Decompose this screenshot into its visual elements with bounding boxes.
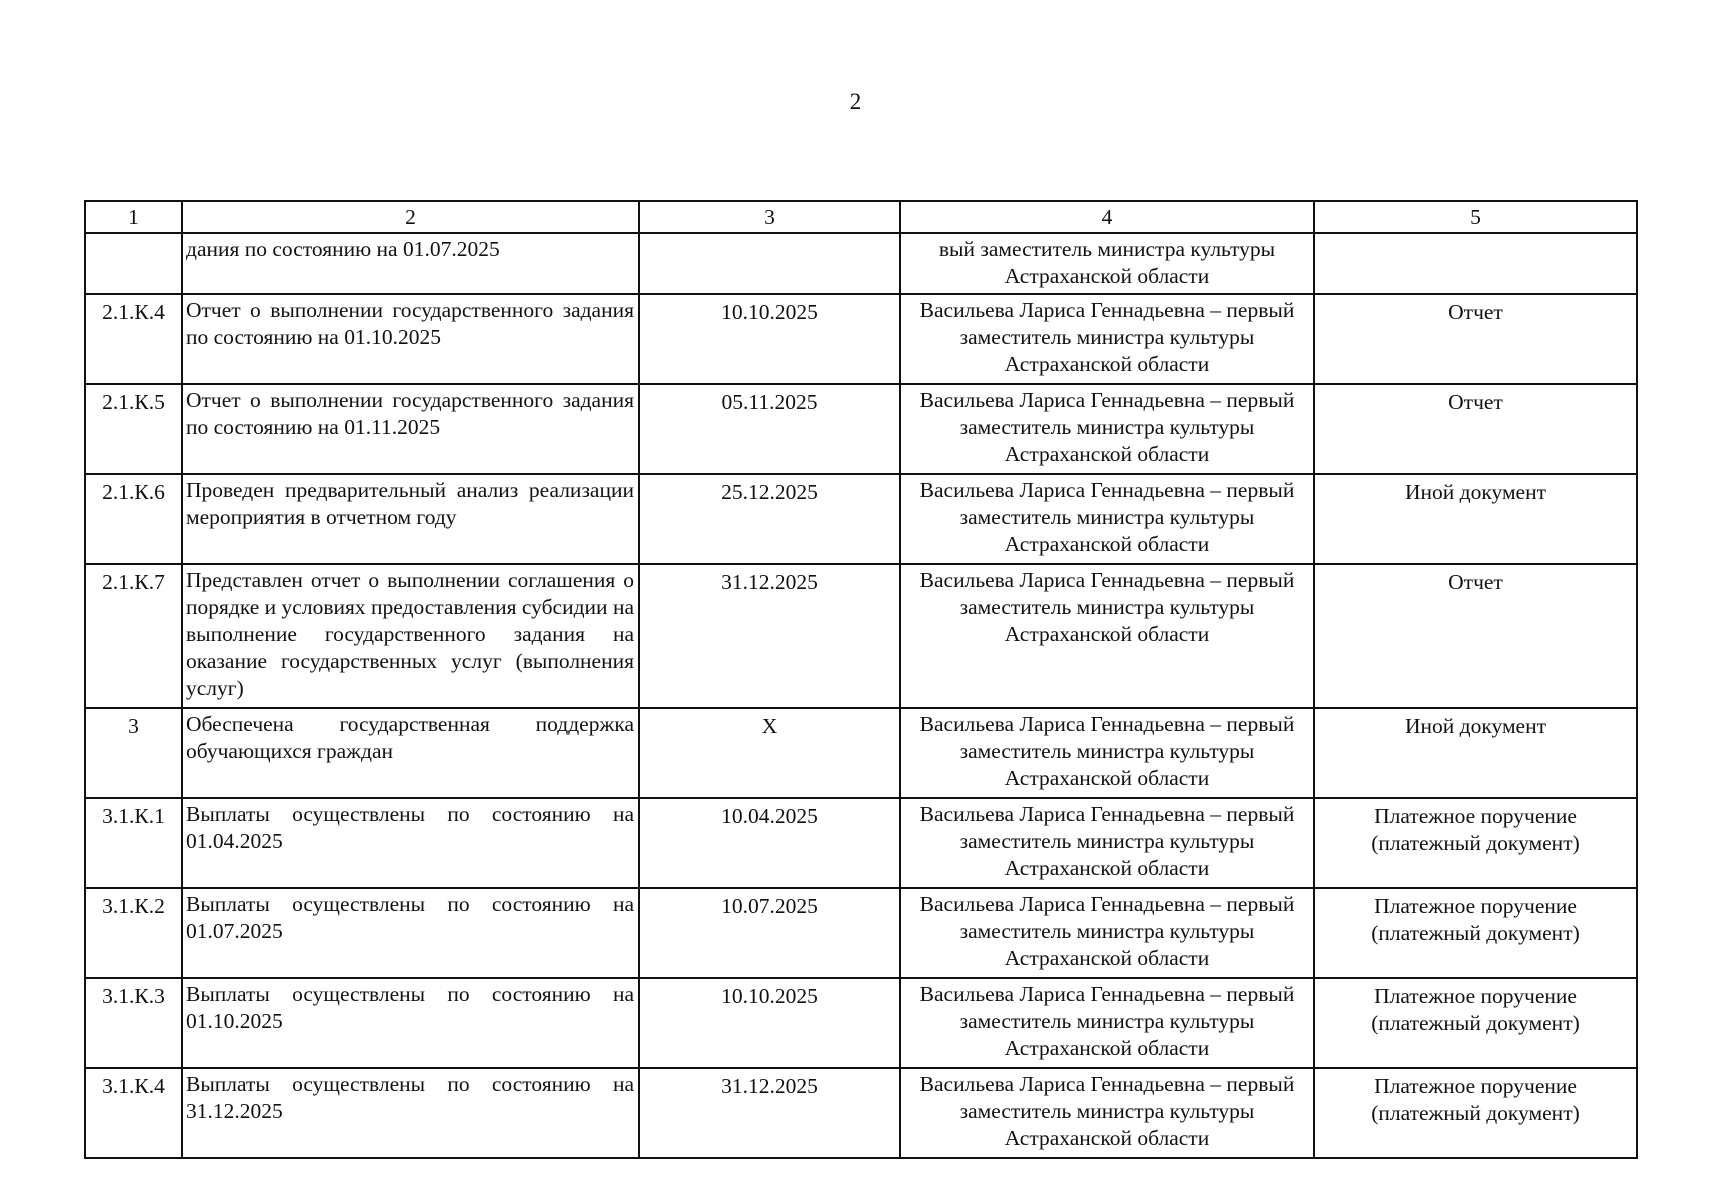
row-date: 25.12.2025 [639,474,900,564]
row-name: Отчет о выполнении государственного задания по состоянию на 01.10.2025 [182,294,639,384]
table-header [85,201,1637,233]
row-document: Отчет [1314,294,1637,384]
row-date: 31.12.2025 [639,1068,900,1158]
table-row [85,564,1637,708]
row-responsible: Васильева Лариса Геннадьевна – первый заместитель министра культуры Астраханской области [900,474,1314,564]
row-number: 2.1.К.4 [85,294,182,384]
row-document: Платежное поручение (платежный документ) [1314,978,1637,1068]
row-date: 10.07.2025 [639,888,900,978]
row-date: 10.04.2025 [639,798,900,888]
row-responsible: Васильева Лариса Геннадьевна – первый заместитель министра культуры Астраханской области [900,978,1314,1068]
row-date: 05.11.2025 [639,384,900,474]
table-row [85,294,1637,384]
row-number [85,233,182,294]
table-row [85,384,1637,474]
row-document: Отчет [1314,384,1637,474]
row-document [1314,233,1637,294]
table-body [85,233,1637,1158]
row-date: 31.12.2025 [639,564,900,708]
row-name: Выплаты осуществлены по состоянию на 01.10.2025 [182,978,639,1068]
row-name: Выплаты осуществлены по состоянию на 01.04.2025 [182,798,639,888]
row-name: Отчет о выполнении государственного задания по состоянию на 01.11.2025 [182,384,639,474]
row-document: Иной документ [1314,474,1637,564]
header-col-1: 1 [85,201,182,233]
row-date: 10.10.2025 [639,294,900,384]
row-number: 3.1.К.1 [85,798,182,888]
row-name: Обеспечена государственная поддержка обучающихся граждан [182,708,639,798]
row-name: Выплаты осуществлены по состоянию на 01.07.2025 [182,888,639,978]
table-row [85,888,1637,978]
page-number: 2 [849,89,862,114]
row-number: 2.1.К.6 [85,474,182,564]
table-row [85,233,1637,294]
row-responsible: Васильева Лариса Геннадьевна – первый заместитель министра культуры Астраханской области [900,384,1314,474]
row-name: Проведен предварительный анализ реализации мероприятия в отчетном году [182,474,639,564]
table-row [85,978,1637,1068]
row-date: X [639,708,900,798]
row-number: 3.1.К.4 [85,1068,182,1158]
row-name: Представлен отчет о выполнении соглашения о порядке и условиях предоставления субсидии на выполнение государственного задания на оказание государственных услуг (выполнения услуг) [182,564,639,708]
header-col-2: 2 [182,201,639,233]
row-responsible: Васильева Лариса Геннадьевна – первый заместитель министра культуры Астраханской области [900,1068,1314,1158]
table-row [85,798,1637,888]
row-number: 3.1.К.3 [85,978,182,1068]
row-number: 3 [85,708,182,798]
row-date: 10.10.2025 [639,978,900,1068]
row-responsible: Васильева Лариса Геннадьевна – первый заместитель министра культуры Астраханской области [900,564,1314,708]
row-name: Выплаты осуществлены по состоянию на 31.12.2025 [182,1068,639,1158]
row-name: дания по состоянию на 01.07.2025 [182,233,639,294]
header-col-3: 3 [639,201,900,233]
row-responsible: вый заместитель министра культуры Астраханской области [900,233,1314,294]
row-number: 3.1.К.2 [85,888,182,978]
row-document: Иной документ [1314,708,1637,798]
header-col-5: 5 [1314,201,1637,233]
table-row [85,708,1637,798]
row-date [639,233,900,294]
row-document: Платежное поручение (платежный документ) [1314,798,1637,888]
row-number: 2.1.К.5 [85,384,182,474]
row-responsible: Васильева Лариса Геннадьевна – первый заместитель министра культуры Астраханской области [900,294,1314,384]
row-responsible: Васильева Лариса Геннадьевна – первый заместитель министра культуры Астраханской области [900,708,1314,798]
header-col-4: 4 [900,201,1314,233]
activities-table [84,200,1638,1159]
table-row [85,474,1637,564]
row-document: Отчет [1314,564,1637,708]
row-number: 2.1.К.7 [85,564,182,708]
row-document: Платежное поручение (платежный документ) [1314,888,1637,978]
row-responsible: Васильева Лариса Геннадьевна – первый заместитель министра культуры Астраханской области [900,798,1314,888]
row-responsible: Васильева Лариса Геннадьевна – первый заместитель министра культуры Астраханской области [900,888,1314,978]
row-document: Платежное поручение (платежный документ) [1314,1068,1637,1158]
header-row [85,201,1637,233]
table-row [85,1068,1637,1158]
